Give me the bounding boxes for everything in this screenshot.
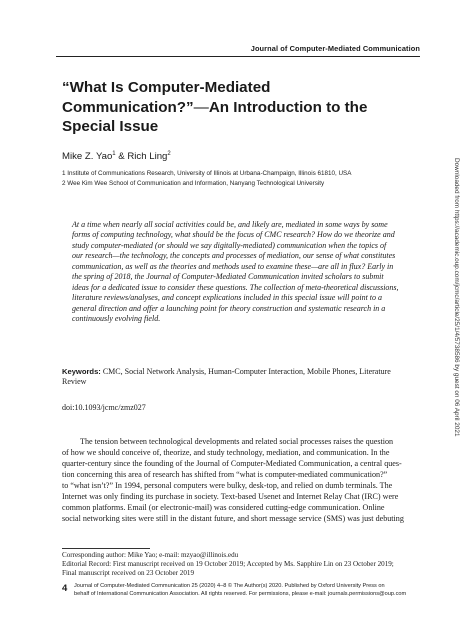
author-separator: & bbox=[115, 151, 128, 162]
body-line: social networking sites were still in the distant future, and short message service (SMS) was just debuting bbox=[62, 514, 404, 524]
abstract-line: continuously evolving field. bbox=[72, 314, 161, 324]
affiliation: 2 Wee Kim Wee School of Communication and Information, Nanyang Technological University bbox=[62, 180, 325, 187]
download-stamp-text: Downloaded from https://academic.oup.com/jcmc/article/25/1/4/5738586 by guest on 06 April 2021 bbox=[453, 158, 460, 437]
header-rule bbox=[56, 56, 420, 57]
abstract-line: literature reviews/analyses, and concept explications included in this special issue will point to a bbox=[72, 293, 383, 303]
title-line-1: “What Is Computer-Mediated bbox=[62, 79, 271, 96]
abstract-line: general direction and offer a launching point for theory construction and systematic research in a bbox=[72, 303, 386, 313]
body-text bbox=[62, 436, 424, 524]
author-name: Mike Z. Yao bbox=[62, 151, 113, 162]
journal-header: Journal of Computer-Mediated Communication bbox=[250, 44, 420, 53]
author-affil-marker: 1 bbox=[112, 151, 116, 157]
body-line: of how we should conceive of, theorize, and study technology, mediation, and communication. In the bbox=[62, 448, 390, 458]
keywords-label: Keywords: bbox=[62, 367, 101, 376]
abstract-line: communication, as well as the theories and methods used to examine these—are all in flux? Early in bbox=[72, 261, 394, 271]
footnote-rule bbox=[62, 548, 150, 549]
author-name: Rich Ling bbox=[127, 151, 168, 162]
affiliation: 1 Institute of Communications Research, University of Illinois at Urbana-Champaign, Illinois 61810, USA bbox=[62, 170, 352, 177]
abstract bbox=[72, 220, 418, 325]
doi: doi:10.1093/jcmc/zmz027 bbox=[62, 403, 146, 412]
footer-line: behalf of International Communication Association. All rights reserved. For permissions, please e-mail: journals.permissions@oup.com bbox=[74, 591, 407, 597]
footer-line: Journal of Computer-Mediated Communication 25 (2020) 4–8 © The Author(s) 2020. Published by Oxford University Press on bbox=[74, 583, 385, 589]
abstract-line: ideas for a dedicated issue to consider these questions. The collection of meta-theoretical discussions, bbox=[72, 282, 399, 292]
body-line: to “what isn’t?” In 1994, personal computers were bulky, desk-top, and relied on dumb terminals. The bbox=[62, 481, 393, 491]
footnote: Corresponding author: Mike Yao; e-mail: mzyao@illinois.edu bbox=[62, 551, 239, 559]
abstract-line: At a time when nearly all social activities could be, and likely are, mediated in some ways by some bbox=[72, 220, 388, 229]
body-line: The tension between technological developments and related social processes raises the question bbox=[80, 437, 394, 446]
body-line: tion concerning this area of research has shifted from “what is computer-mediated communication?” bbox=[62, 470, 388, 480]
author-list bbox=[62, 151, 171, 162]
footnote: Editorial Record: First manuscript received on 19 October 2019; Accepted by Ms. Sapphire Lin on 23 October 2019; bbox=[62, 560, 394, 568]
body-line: quarter-century since the founding of the Journal of Computer-Mediated Communication, a central ques- bbox=[62, 459, 402, 469]
title-line-2-rest: An Introduction to the bbox=[208, 98, 368, 116]
abstract-line: the spring of 2018, the Journal of Computer-Mediated Communication invited scholars to submit bbox=[72, 272, 384, 282]
title-line-2-bold: Communication?” bbox=[62, 98, 194, 116]
body-line: common platforms. Email (or electronic-mail) was considered cutting-edge communication. Online bbox=[62, 503, 385, 513]
title-line-2-dash: — bbox=[193, 98, 209, 116]
page-number: 4 bbox=[62, 583, 68, 594]
keywords-text: CMC, Social Network Analysis, Human-Computer Interaction, Mobile Phones, Literature bbox=[100, 367, 391, 376]
abstract-line: our research—the technology, the concepts and processes of mediation, our sense of what constitutes bbox=[72, 251, 396, 261]
title-line-3: Special Issue bbox=[62, 118, 159, 135]
footnote: Final manuscript received on 23 October 2019 bbox=[62, 569, 194, 577]
title-line-2 bbox=[62, 98, 422, 118]
keywords bbox=[62, 367, 422, 388]
keywords-line: Review bbox=[62, 377, 87, 387]
article-title bbox=[62, 78, 422, 137]
abstract-line: forms of computing technology, what should be the focus of CMC research? How do we theorize and bbox=[72, 230, 395, 240]
abstract-line: study computer-mediated (or should we say digitally-mediated) communication when the topics of bbox=[72, 240, 387, 250]
author-affil-marker: 2 bbox=[167, 151, 171, 157]
body-line: Internet was only finding its purchase in society. Text-based Usenet and Internet Relay Chat (IRC) were bbox=[62, 492, 399, 502]
keywords-line bbox=[62, 367, 422, 377]
